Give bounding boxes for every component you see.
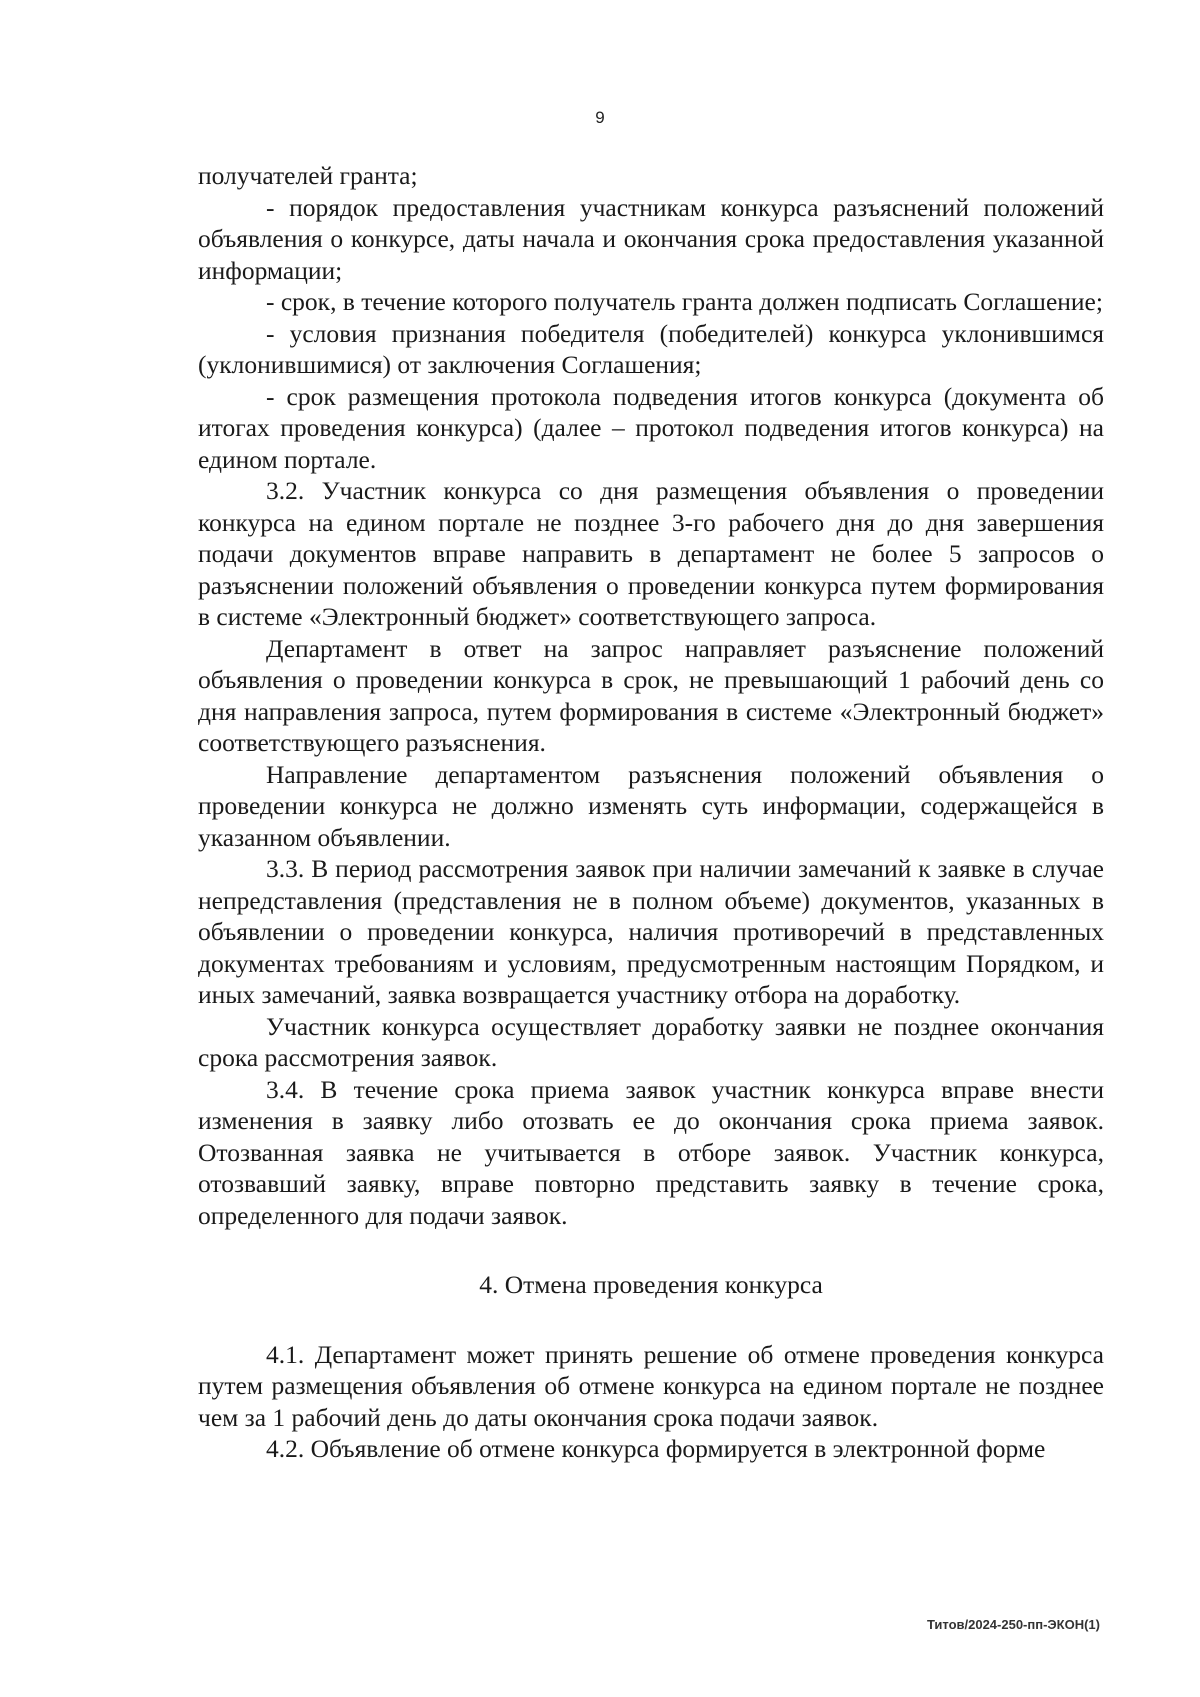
- clause-3-3: 3.3. В период рассмотрения заявок при наличии замечаний к заявке в случае непредставления (представления не в полном объеме) документов, указанных в объявлении о проведении конкурса, наличия противоречий в представленных документах требованиям и условиям, предусмотренным настоящим Порядком, и иных замечаний, заявка возвращается участнику отбора на доработку.: [198, 854, 1104, 1009]
- document-body: [198, 160, 1104, 1465]
- paragraph-continuation: получателей гранта;: [198, 161, 418, 190]
- paragraph-department-response: Департамент в ответ на запрос направляет разъяснение положений объявления о проведении конкурса в срок, не превышающий 1 рабочий день со дня направления запроса, путем формирования в системе «Электронный бюджет» соответствующего разъяснения.: [198, 633, 1104, 757]
- paragraph-clarification-rule: Направление департаментом разъяснения положений объявления о проведении конкурса не должно изменять суть информации, содержащейся в указанном объявлении.: [198, 759, 1104, 852]
- document-code: Титов/2024-250-пп-ЭКОН(1): [926, 1617, 1100, 1632]
- list-item-clarification-procedure: - порядок предоставления участникам конкурса разъяснений положений объявления о конкурсе, даты начала и окончания срока предоставления указанной информации;: [198, 192, 1104, 285]
- clause-4-1: 4.1. Департамент может принять решение об отмене проведения конкурса путем размещения объявления об отмене конкурса на едином портале не позднее чем за 1 рабочий день до даты окончания срока подачи заявок.: [198, 1339, 1104, 1432]
- list-item-evasion-conditions: - условия признания победителя (победителей) конкурса уклонившимся (уклонившимися) от заключения Соглашения;: [198, 318, 1104, 379]
- list-item-signing-deadline: - срок, в течение которого получатель гранта должен подписать Соглашение;: [266, 287, 1103, 316]
- clause-3-4: 3.4. В течение срока приема заявок участник конкурса вправе внести изменения в заявку либо отозвать ее до окончания срока приема заявок. Отозванная заявка не учитывается в отборе заявок. Участник конкурса, отозвавший заявку, вправе повторно представить заявку в течение срока, определенного для подачи заявок.: [198, 1074, 1104, 1230]
- clause-4-2: 4.2. Объявление об отмене конкурса формируется в электронной форме: [266, 1434, 1046, 1463]
- page-number: 9: [595, 108, 605, 127]
- paragraph-revision-deadline: Участник конкурса осуществляет доработку заявки не позднее окончания срока рассмотрения заявок.: [198, 1011, 1104, 1072]
- section-heading-4: 4. Отмена проведения конкурса: [479, 1270, 823, 1299]
- clause-3-2: 3.2. Участник конкурса со дня размещения объявления о проведении конкурса на едином портале не позднее 3-го рабочего дня до дня завершения подачи документов вправе направить в департамент не более 5 запросов о разъяснении положений объявления о проведении конкурса путем формирования в системе «Электронный бюджет» соответствующего запроса.: [198, 476, 1104, 631]
- list-item-protocol-deadline: - срок размещения протокола подведения итогов конкурса (документа об итогах проведения конкурса) (далее – протокол подведения итогов конкурса) на едином портале.: [198, 381, 1104, 474]
